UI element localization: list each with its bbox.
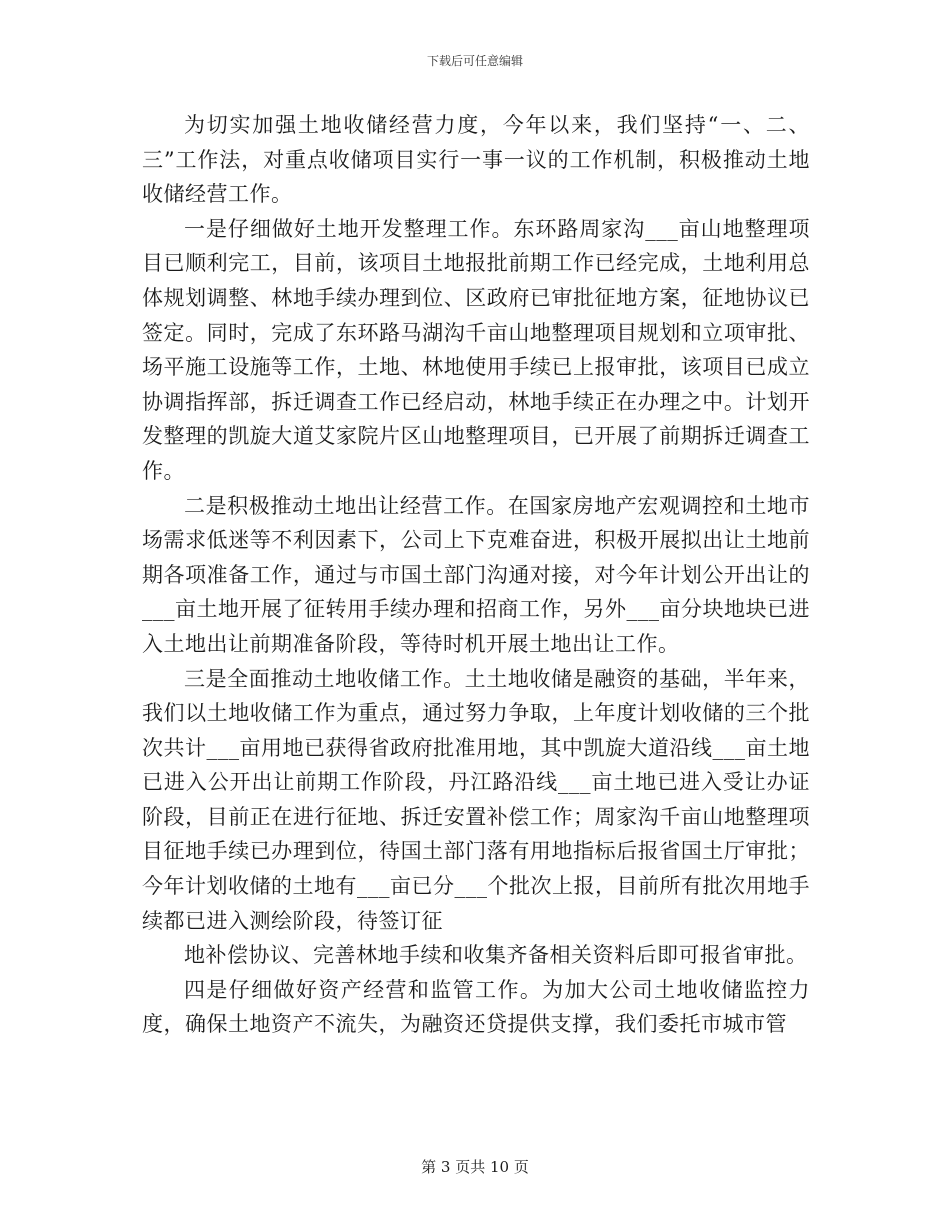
paragraph-land-transfer: 二是积极推动土地出让经营工作。在国家房地产宏观调控和土地市场需求低迷等不利因素下，公司上下克难奋进，积极开展拟出让土地前期各项准备工作，通过与市国土部门沟通对接，对今年计划公开出让的___亩土地开展了征转用手续办理和招商工作，另外___亩分块地块已进入土地出让前期准备阶段，等待时机开展土地出让工作。 xyxy=(142,493,810,656)
document-body xyxy=(142,108,810,1042)
paragraph-asset-management: 四是仔细做好资产经营和监管工作。为加大公司土地收储监控力度，确保土地资产不流失，为融资还贷提供支撑，我们委托市城市管 xyxy=(142,977,810,1037)
paragraph-land-development: 一是仔细做好土地开发整理工作。东环路周家沟___亩山地整理项目已顺利完工，目前，该项目土地报批前期工作已经完成，土地利用总体规划调整、林地手续办理到位、区政府已审批征地方案，征地协议已签定。同时，完成了东环路马湖沟千亩山地整理项目规划和立项审批、场平施工设施等工作，土地、林地使用手续已上报审批，该项目已成立协调指挥部，拆迁调查工作已经启动，林地手续正在办理之中。计划开发整理的凯旋大道艾家院片区山地整理项目，已开展了前期拆迁调查工作。 xyxy=(142,216,810,483)
paragraph-land-reserve-continued: 地补偿协议、完善林地手续和收集齐备相关资料后即可报省审批。 xyxy=(184,943,808,968)
page-footer: 第 3 页共 10 页 xyxy=(421,1158,529,1176)
paragraph-intro: 为切实加强土地收储经营力度，今年以来，我们坚持“一、二、三”工作法，对重点收储项目实行一事一议的工作机制，积极推动土地收储经营工作。 xyxy=(142,113,810,207)
paragraph-land-reserve: 三是全面推动土地收储工作。土土地收储是融资的基础，半年来，我们以土地收储工作为重点，通过努力争取，上年度计划收储的三个批次共计___亩用地已获得省政府批准用地，其中凯旋大道沿线___亩土地已进入公开出让前期工作阶段，丹江路沿线___亩土地已进入受让办证阶段，目前正在进行征地、拆迁安置补偿工作；周家沟千亩山地整理项目征地手续已办理到位，待国土部门落有用地指标后报省国土厅审批；今年计划收储的土地有___亩已分___个批次上报，目前所有批次用地手续都已进入测绘阶段，待签订征 xyxy=(142,666,810,933)
page-header: 下载后可任意编辑 xyxy=(426,54,523,68)
